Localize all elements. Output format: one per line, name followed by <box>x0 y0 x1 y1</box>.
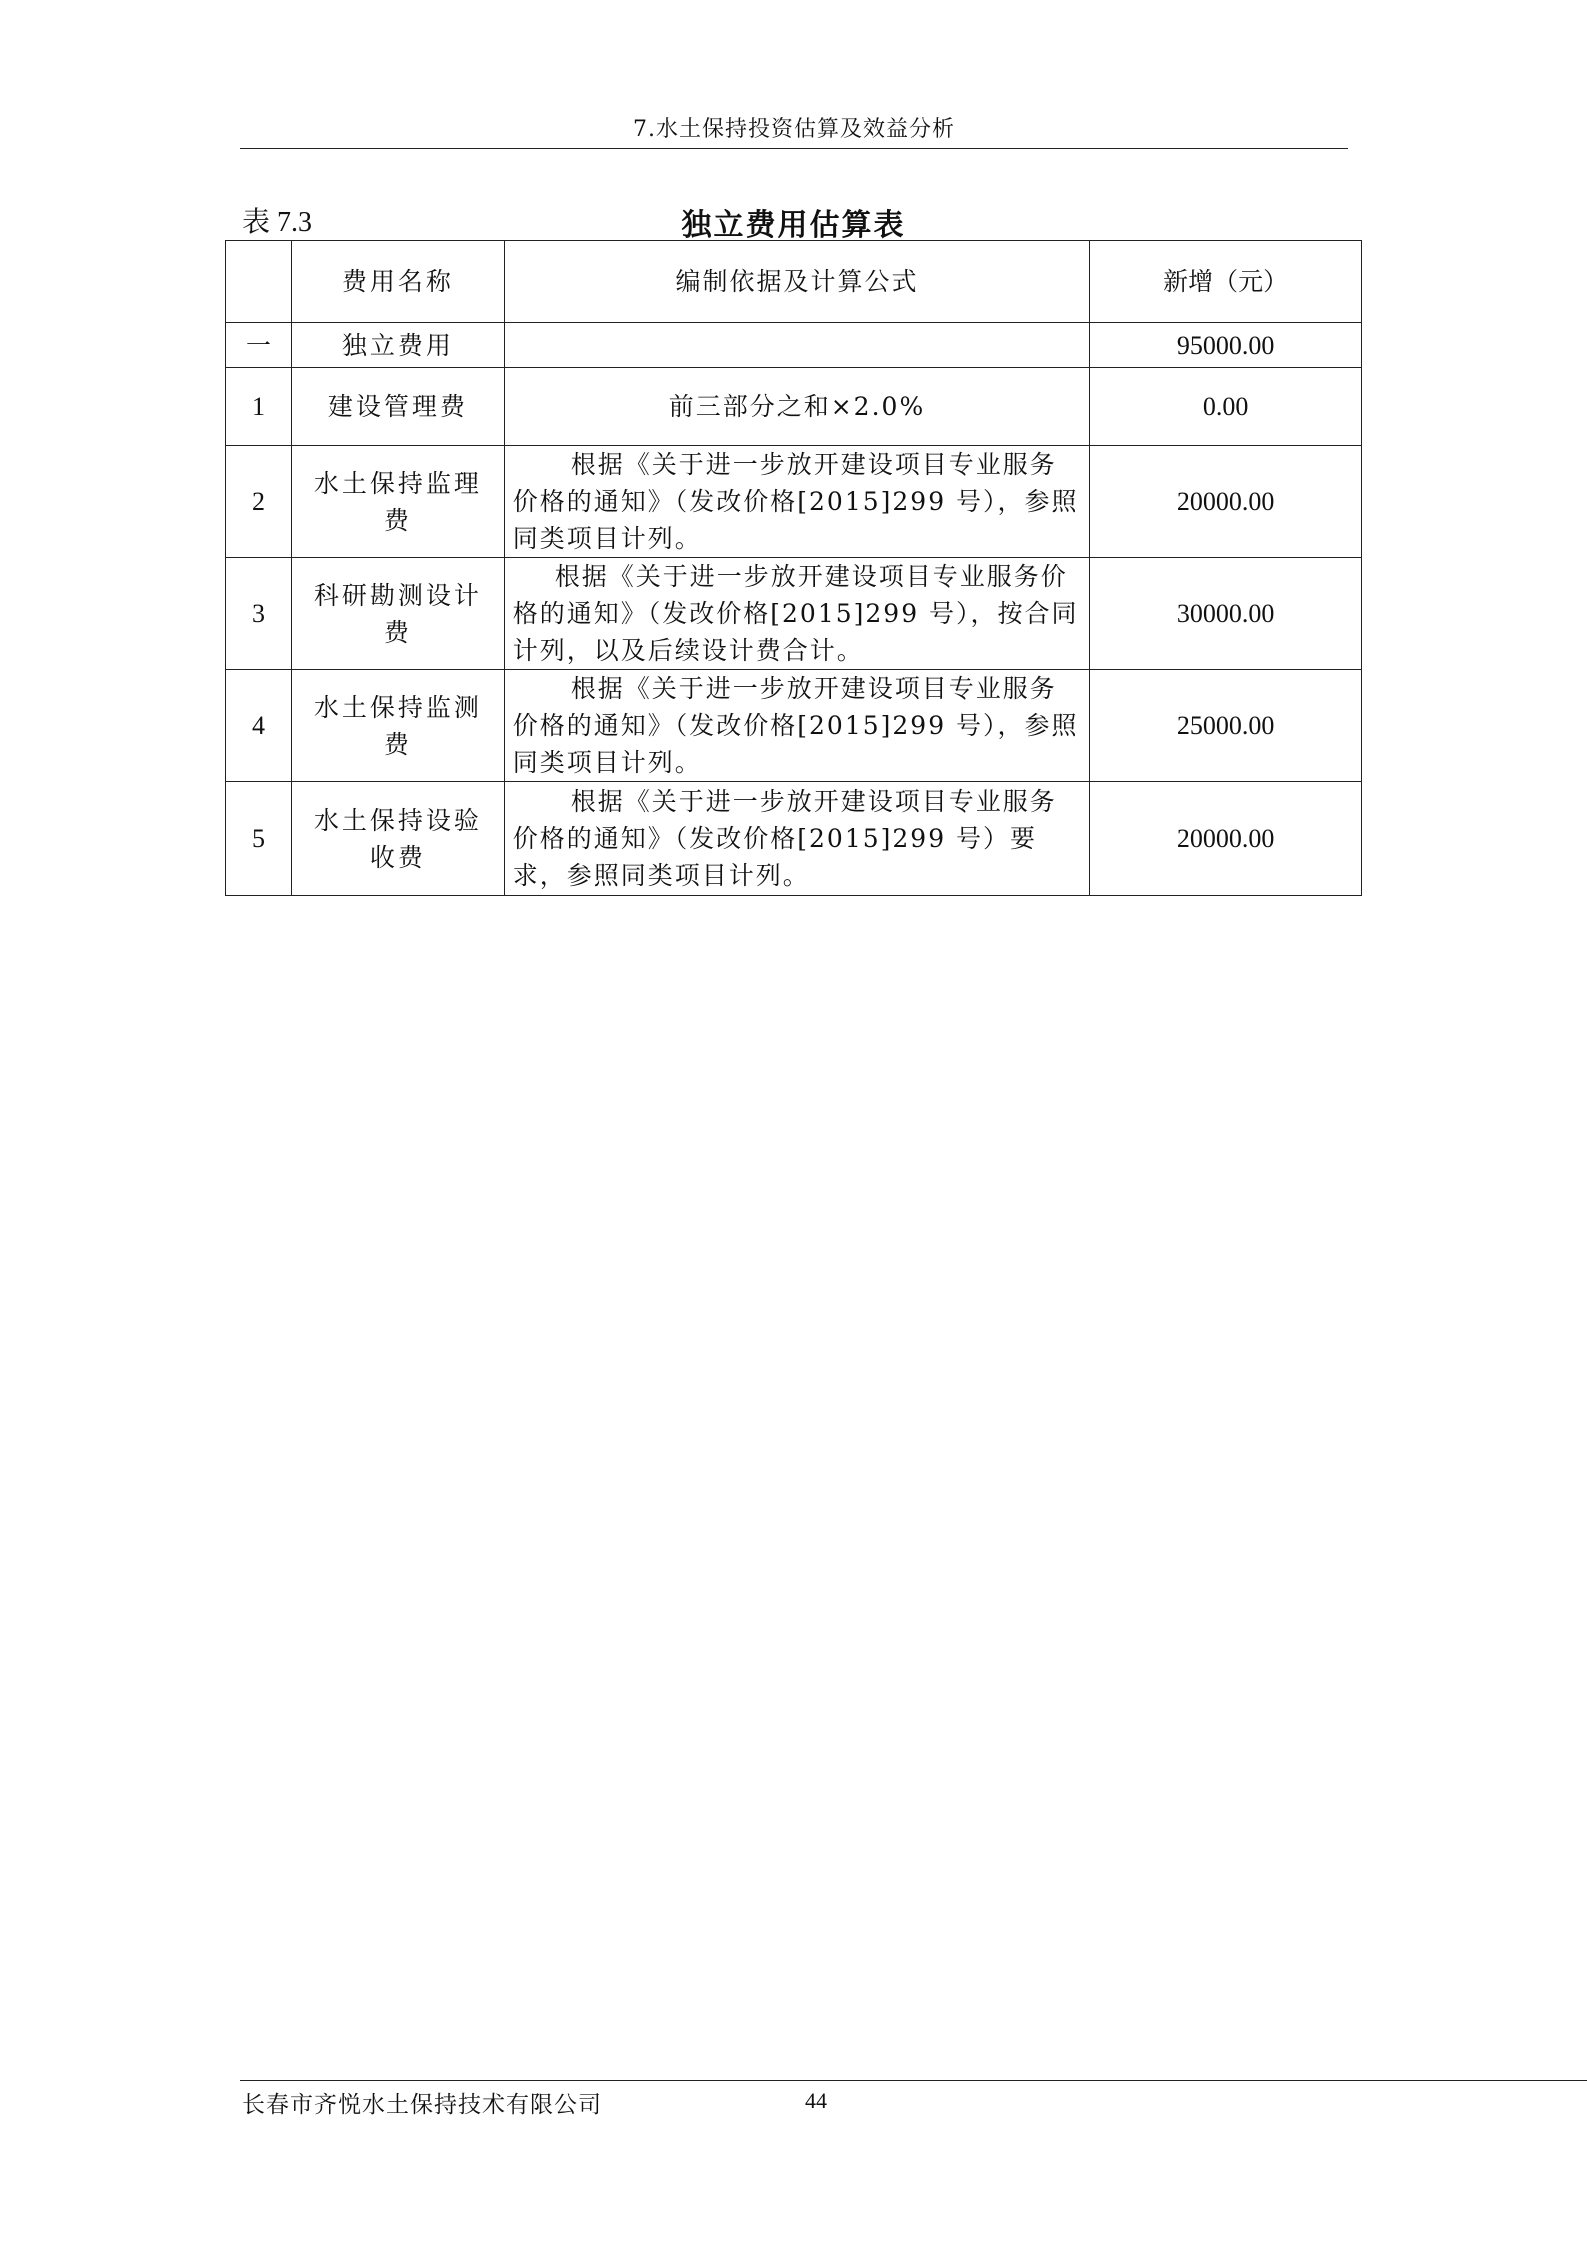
header-cell-amount: 新增（元） <box>1090 241 1362 323</box>
row-basis-text: 根据《关于进一步放开建设项目专业服务价格的通知》（发改价格[2015]299 号），参照同类项目计列。 <box>512 674 1079 777</box>
header-cell-no <box>226 241 292 323</box>
row-amount: 20000.00 <box>1090 446 1362 558</box>
row-basis: 前三部分之和×2.0% <box>504 368 1089 446</box>
row-basis <box>504 323 1089 368</box>
footer-company: 长春市齐悦水土保持技术有限公司 <box>242 2092 602 2118</box>
running-header: 7.水土保持投资估算及效益分析 <box>633 117 955 142</box>
row-no: 4 <box>226 670 292 782</box>
header-cell-basis: 编制依据及计算公式 <box>504 241 1089 323</box>
row-no: 1 <box>226 368 292 446</box>
row-amount: 30000.00 <box>1090 558 1362 670</box>
row-basis <box>504 782 1089 896</box>
table-row <box>226 446 1362 558</box>
row-amount: 0.00 <box>1090 368 1362 446</box>
row-basis-text: 根据《关于进一步放开建设项目专业服务价格的通知》（发改价格[2015]299 号），按合同计列，以及后续设计费合计。 <box>512 562 1079 665</box>
row-name: 独立费用 <box>291 323 504 368</box>
table-title: 独立费用估算表 <box>681 208 906 243</box>
table-header-row <box>226 241 1362 323</box>
row-basis-text: 根据《关于进一步放开建设项目专业服务价格的通知》（发改价格[2015]299 号）要求，参照同类项目计列。 <box>512 787 1057 890</box>
row-no: 2 <box>226 446 292 558</box>
row-no: 3 <box>226 558 292 670</box>
footer-rule <box>240 2080 1587 2081</box>
row-amount: 25000.00 <box>1090 670 1362 782</box>
row-basis <box>504 446 1089 558</box>
table-row <box>226 558 1362 670</box>
table-row <box>226 368 1362 446</box>
row-amount: 20000.00 <box>1090 782 1362 896</box>
table-number: 表 7.3 <box>242 207 313 238</box>
row-basis-text: 根据《关于进一步放开建设项目专业服务价格的通知》（发改价格[2015]299 号），参照同类项目计列。 <box>512 450 1079 553</box>
row-no: 一 <box>226 323 292 368</box>
table-row <box>226 670 1362 782</box>
row-name: 科研勘测设计费 <box>291 558 504 670</box>
row-name: 水土保持设验收费 <box>291 782 504 896</box>
row-name: 水土保持监理费 <box>291 446 504 558</box>
page-number: 44 <box>805 2088 827 2113</box>
row-amount: 95000.00 <box>1090 323 1362 368</box>
row-name: 建设管理费 <box>291 368 504 446</box>
table-row <box>226 323 1362 368</box>
table-row <box>226 782 1362 896</box>
header-rule <box>240 148 1348 149</box>
row-basis <box>504 558 1089 670</box>
row-basis <box>504 670 1089 782</box>
row-no: 5 <box>226 782 292 896</box>
header-cell-name: 费用名称 <box>291 241 504 323</box>
cost-estimate-table <box>225 240 1362 896</box>
row-name: 水土保持监测费 <box>291 670 504 782</box>
